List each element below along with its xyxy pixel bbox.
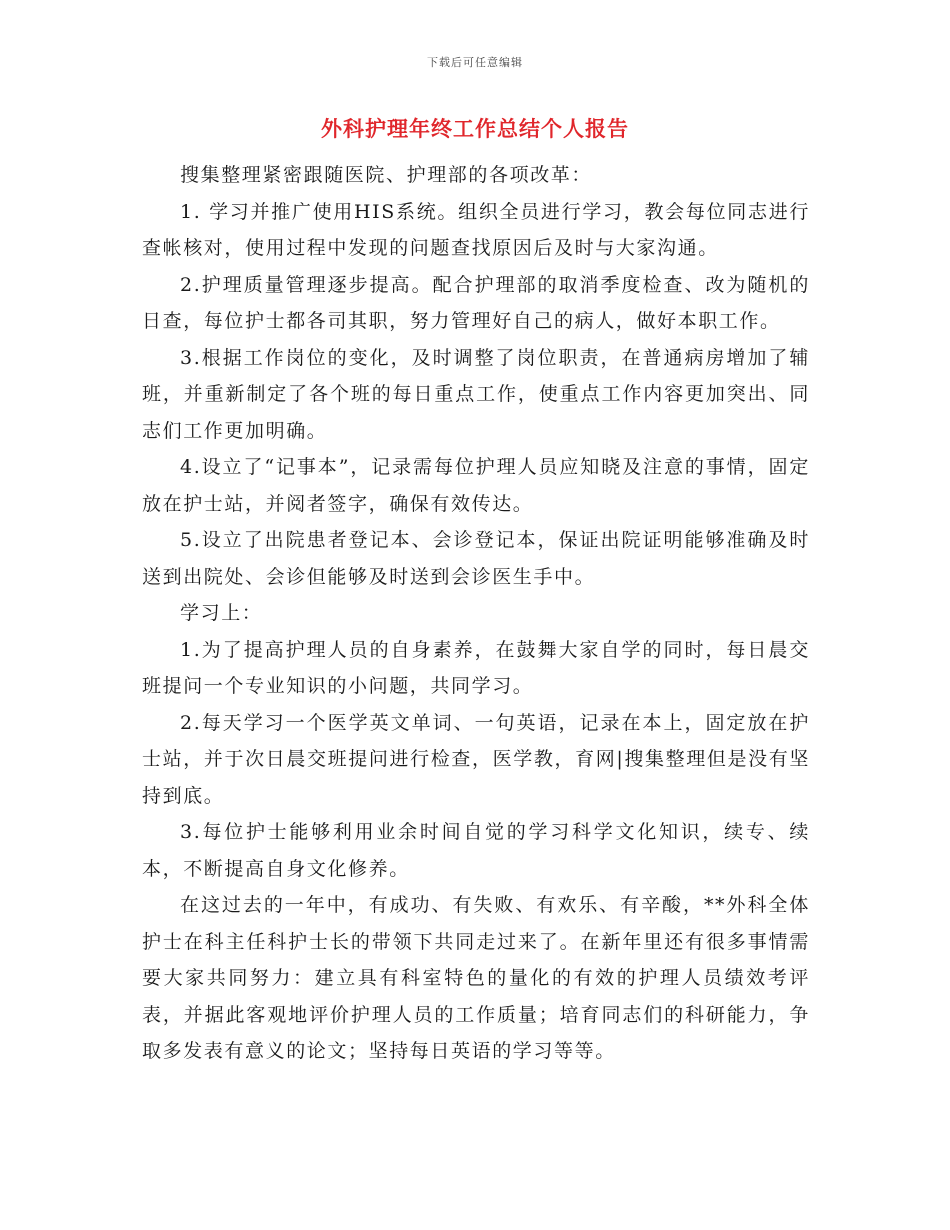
document-body [142,157,810,1070]
paragraph: 2.护理质量管理逐步提高。配合护理部的取消季度检查、改为随机的日查，每位护士都各司其职，努力管理好自己的病人，做好本职工作。 [142,273,810,332]
document-title: 外科护理年终工作总结个人报告 [321,116,629,141]
paragraph: 学习上： [180,602,263,624]
paragraph: 3.每位护士能够利用业余时间自觉的学习科学文化知识，续专、续本，不断提高自身文化修养。 [142,821,810,880]
paragraph: 1.为了提高护理人员的自身素养，在鼓舞大家自学的同时，每日晨交班提问一个专业知识的小问题，共同学习。 [142,638,810,697]
paragraph: 2.每天学习一个医学英文单词、一句英语，记录在本上，固定放在护士站，并于次日晨交班提问进行检查，医学教，育网|搜集整理但是没有坚持到底。 [142,711,810,807]
paragraph: 搜集整理紧密跟随医院、护理部的各项改革： [180,164,593,186]
paragraph: 1. 学习并推广使用HIS系统。组织全员进行学习，教会每位同志进行查帐核对，使用过程中发现的问题查找原因后及时与大家沟通。 [142,200,810,259]
paragraph: 在这过去的一年中，有成功、有失败、有欢乐、有辛酸，**外科全体护士在科主任科护士长的带领下共同走过来了。在新年里还有很多事情需要大家共同努力：建立具有科室特色的量化的有效的护理人员绩效考评表，并据此客观地评价护理人员的工作质量；培育同志们的科研能力，争取多发表有意义的论文；坚持每日英语的学习等等。 [142,894,810,1062]
paragraph: 4.设立了“记事本”，记录需每位护理人员应知晓及注意的事情，固定放在护士站，并阅者签字，确保有效传达。 [142,456,810,515]
header-note: 下载后可任意编辑 [427,56,523,69]
paragraph: 5.设立了出院患者登记本、会诊登记本，保证出院证明能够准确及时送到出院处、会诊但能够及时送到会诊医生手中。 [142,529,810,588]
paragraph: 3.根据工作岗位的变化，及时调整了岗位职责，在普通病房增加了辅班，并重新制定了各个班的每日重点工作，使重点工作内容更加突出、同志们工作更加明确。 [142,346,810,442]
